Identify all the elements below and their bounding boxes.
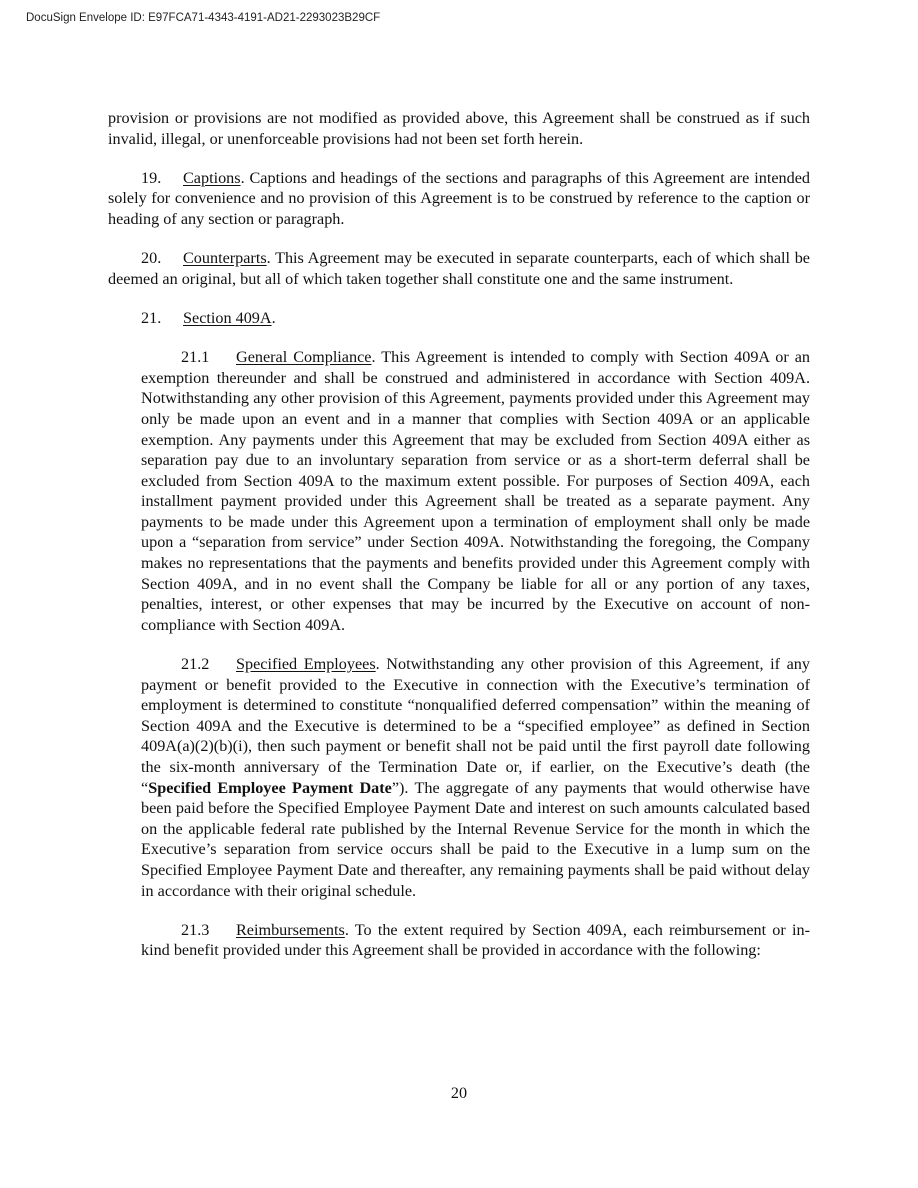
subsection-text: . Notwithstanding any other provision of this Agreement, if any payment or benefit provided to the Executive in connection with the Executive’s termination of employment is determined to constitute “nonqualified deferred compensation” within the meaning of Section 409A and the Executive is determined to be a “specified employee” as defined in Section 409A(a)(2)(b)(i), then such payment or benefit shall not be paid until the first payroll date following the six-month anniversary of the Termination Date or, if earlier, on the Executive’s death (the “ (141, 655, 810, 797)
section-caption: Counterparts (183, 249, 267, 268)
subsection-number: 21.3 (181, 920, 210, 939)
subsection-caption: Specified Employees (236, 655, 376, 674)
subsection-21-3 (141, 920, 810, 961)
section-text: . This Agreement may be executed in separate counterparts, each of which shall be deemed an original, but all of which taken together shall constitute one and the same instrument. (108, 249, 810, 288)
page-number: 20 (450, 1084, 468, 1102)
defined-term: Specified Employee Payment Date (148, 778, 392, 797)
section-number: 21. (141, 308, 162, 327)
section-caption: Section 409A (183, 308, 272, 327)
subsection-number: 21.1 (181, 348, 210, 367)
section-text: . (271, 308, 276, 327)
subsection-21-2 (141, 654, 810, 901)
section-text: . Captions and headings of the sections and paragraphs of this Agreement are intended solely for convenience and no provision of this Agreement is to be construed by reference to the caption or heading of any section or paragraph. (108, 168, 810, 228)
subsection-caption: General Compliance (236, 348, 372, 367)
section-20 (108, 248, 810, 289)
subsection-number: 21.2 (181, 655, 210, 674)
section-caption: Captions (183, 168, 241, 187)
subsection-text: ”). The aggregate of any payments that would otherwise have been paid before the Specified Employee Payment Date and interest on such amounts calculated based on the applicable federal rate published by the Internal Revenue Service for the month in which the Executive’s separation from service occurs shall be paid to the Executive in a lump sum on the Specified Employee Payment Date and thereafter, any remaining payments shall be paid without delay in accordance with their original schedule. (141, 778, 810, 900)
subsection-21-1 (141, 347, 810, 635)
subsection-text: . This Agreement is intended to comply with Section 409A or an exemption thereunder and shall be construed and administered in accordance with Section 409A. Notwithstanding any other provision of this Agreement, payments provided under this Agreement may only be made upon an event and in a manner that complies with Section 409A or an applicable exemption. Any payments under this Agreement that may be excluded from Section 409A either as separation pay due to an involuntary separation from service or as a short-term deferral shall be excluded from Section 409A to the maximum extent possible. For purposes of Section 409A, each installment payment provided under this Agreement shall be treated as a separate payment. Any payments to be made under this Agreement upon a termination of employment shall only be made upon a “separation from service” under Section 409A. Notwithstanding the foregoing, the Company makes no representations that the payments and benefits provided under this Agreement comply with Section 409A, and in no event shall the Company be liable for all or any portion of any taxes, penalties, interest, or other expenses that may be incurred by the Executive on account of non-compliance with Section 409A. (141, 348, 811, 634)
subsection-caption: Reimbursements (236, 920, 345, 939)
section-19 (108, 168, 810, 230)
docusign-envelope-id: DocuSign Envelope ID: E97FCA71-4343-4191-AD21-2293023B29CF (26, 12, 381, 24)
section-number: 20. (141, 249, 162, 268)
section-21 (108, 308, 810, 329)
section-number: 19. (141, 168, 162, 187)
continuation-paragraph: provision or provisions are not modified as provided above, this Agreement shall be construed as if such invalid, illegal, or unenforceable provisions had not been set forth herein. (108, 109, 810, 148)
subsection-text: . To the extent required by Section 409A, each reimbursement or in-kind benefit provided under this Agreement shall be provided in accordance with the following: (141, 920, 810, 960)
document-body (108, 108, 810, 980)
